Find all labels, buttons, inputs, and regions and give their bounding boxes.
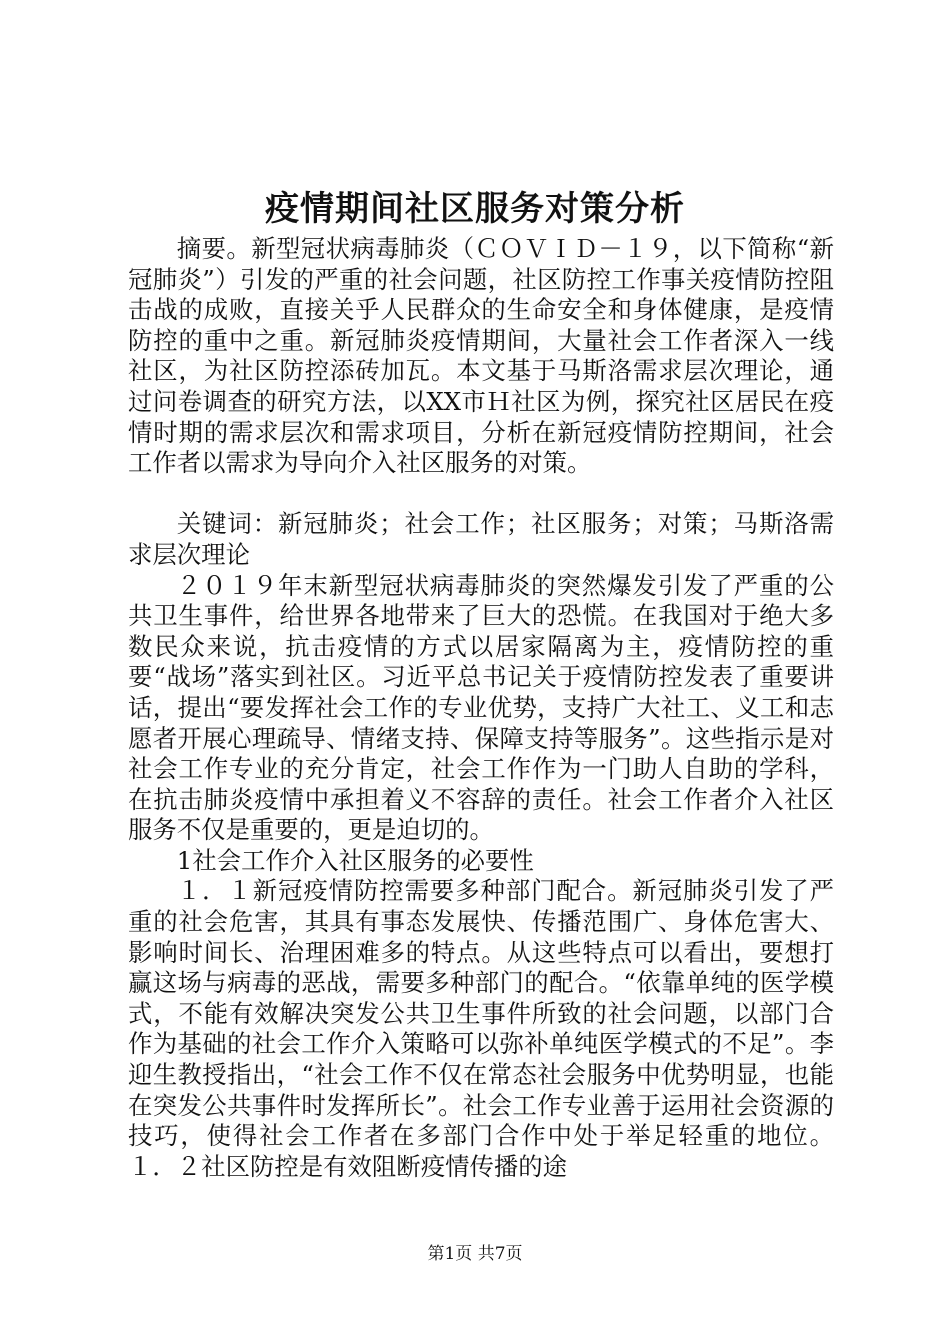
document-title: 疫情期间社区服务对策分析 <box>265 189 685 229</box>
section-paragraph: １．１新冠疫情防控需要多种部门配合。新冠肺炎引发了严重的社会危害，其具有事态发展快、传播范围广、身体危害大、影响时间长、治理困难多的特点。从这些特点可以看出，要想打赢这场与病毒的恶战，需要多种部门的配合。“依靠单纯的医学模式，不能有效解决突发公共卫生事件所致的社会问题，以部门合作为基础的社会工作介入策略可以弥补单纯医学模式的不足”。李迎生教授指出，“社会工作不仅在常态社会服务中优势明显，也能在突发公共事件时发挥所长”。社会工作专业善于运用社会资源的技巧，使得社会工作者在多部门合作中处于举足轻重的地位。１．２社区防控是有效阻断疫情传播的途 <box>128 876 834 1181</box>
page-footer: 第1页 共7页 <box>427 1244 523 1264</box>
document-body <box>128 234 834 1182</box>
section-heading: 1社会工作介入社区服务的必要性 <box>176 845 534 875</box>
keywords-paragraph: 关键词：新冠肺炎；社会工作；社区服务；对策；马斯洛需求层次理论 <box>128 509 834 569</box>
intro-paragraph: ２０１９年末新型冠状病毒肺炎的突然爆发引发了严重的公共卫生事件，给世界各地带来了巨大的恐慌。在我国对于绝大多数民众来说，抗击疫情的方式以居家隔离为主，疫情防控的重要“战场”落实到社区。习近平总书记关于疫情防控发表了重要讲话，提出“要发挥社会工作的专业优势，支持广大社工、义工和志愿者开展心理疏导、情绪支持、保障支持等服务”。这些指示是对社会工作专业的充分肯定，社会工作作为一门助人自助的学科，在抗击肺炎疫情中承担着义不容辞的责任。社会工作者介入社区服务不仅是重要的，更是迫切的。 <box>128 570 834 845</box>
abstract-paragraph: 摘要。新型冠状病毒肺炎（ＣＯＶＩＤ－１９，以下简称“新冠肺炎”）引发的严重的社会问题，社区防控工作事关疫情防控阻击战的成败，直接关乎人民群众的生命安全和身体健康，是疫情防控的重中之重。新冠肺炎疫情期间，大量社会工作者深入一线社区，为社区防控添砖加瓦。本文基于马斯洛需求层次理论，通过问卷调查的研究方法，以XX市Ｈ社区为例，探究社区居民在疫情时期的需求层次和需求项目，分析在新冠疫情防控期间，社会工作者以需求为导向介入社区服务的对策。 <box>128 234 834 478</box>
